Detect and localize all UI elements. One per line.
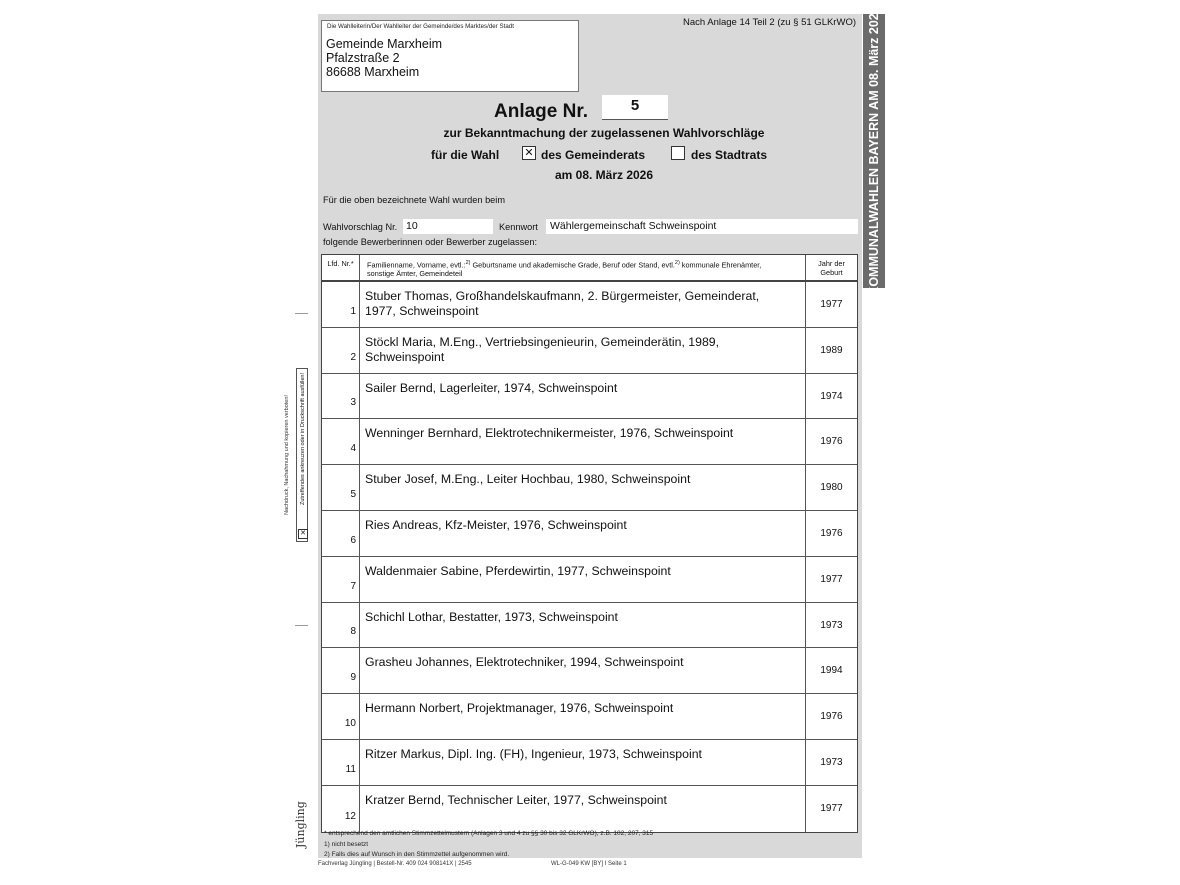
election-date: am 08. März 2026 <box>554 168 654 182</box>
wahlvorschlag-label: Wahlvorschlag Nr. <box>323 222 398 232</box>
lfd-nr-cell <box>322 419 360 464</box>
anlage-title: Anlage Nr. <box>494 101 588 122</box>
header-details: Familienname, Vorname, evtl.:$^{2)}$ Geburtsname und akademische Grade, Beruf oder Stand, evtl.$^{2)}$ kommunale Ehrenämter, sonstige Ämter, Gemeindeteil <box>367 260 762 279</box>
anlage-number-field[interactable]: 5 <box>602 95 668 120</box>
lfd-nr-cell <box>322 511 360 556</box>
instruction-checkbox-example: ✕ <box>298 529 308 539</box>
birth-year: 1977 <box>820 802 843 814</box>
table-row <box>322 511 857 557</box>
candidates-intro: folgende Bewerberinnen oder Bewerber zugelassen: <box>323 237 538 247</box>
fold-mark-top <box>295 313 308 314</box>
birth-year-cell <box>805 603 857 648</box>
candidate-details: Hermann Norbert, Projektmanager, 1976, Schweinspoint <box>365 701 674 716</box>
birth-year: 1976 <box>820 711 843 723</box>
lfd-nr: 7 <box>350 580 356 592</box>
candidate-details: Ries Andreas, Kfz-Meister, 1976, Schweinspoint <box>365 517 627 532</box>
subtitle: zur Bekanntmachung der zugelassenen Wahlvorschläge <box>443 126 765 140</box>
lfd-nr-cell <box>322 740 360 785</box>
wahlvorschlag-field[interactable]: 10 <box>403 219 493 234</box>
footnotes <box>324 829 653 861</box>
lfd-nr: 1 <box>350 305 356 317</box>
election-label: für die Wahl <box>431 148 500 162</box>
birth-year-cell <box>805 328 857 373</box>
candidate-details: Kratzer Bernd, Technischer Leiter, 1977, Schweinspoint <box>365 792 667 807</box>
candidate-details: Ritzer Markus, Dipl. Ing. (FH), Ingenieur, 1973, Schweinspoint <box>365 746 702 761</box>
header-birth-year: Jahr der Geburt <box>805 255 857 280</box>
birth-year: 1973 <box>820 756 843 768</box>
candidate-details: Grasheu Johannes, Elektrotechniker, 1994, Schweinspoint <box>365 655 684 670</box>
birth-year-cell <box>805 282 857 327</box>
lfd-nr: 6 <box>350 534 356 546</box>
copyright-notice: Nachdruck, Nachahmung und kopieren verboten! <box>284 395 290 515</box>
footer-form-code: WL-G-049 KW [BY] I Seite 1 <box>551 861 627 867</box>
table-row <box>322 282 857 328</box>
table-row <box>322 557 857 603</box>
kennwort-field[interactable]: Wählergemeinschaft Schweinspoint <box>546 219 858 234</box>
birth-year-cell <box>805 465 857 510</box>
table-row <box>322 465 857 511</box>
birth-year: 1980 <box>820 482 843 494</box>
birth-year: 1977 <box>820 299 843 310</box>
header-lfd-nr: Lfd. Nr.* <box>322 255 360 280</box>
table-row <box>322 374 857 420</box>
footnote-star: * entsprechend den amtlichen Stimmzettelmustern (Anlagen 3 und 4 zu §§ 30 bis 32 GLKrWO), z.B. 102, 207, 315 <box>324 830 654 837</box>
lfd-nr-cell <box>322 694 360 739</box>
candidate-details: Waldenmaier Sabine, Pferdewirtin, 1977, Schweinspoint <box>365 563 671 578</box>
footer-publisher: Fachverlag Jüngling | Bestell-Nr. 409 024 908141X | 2545 <box>318 861 472 867</box>
fold-mark-bottom <box>295 625 308 626</box>
stadtrat-label: des Stadtrats <box>691 148 768 162</box>
footnote-2: 2) Falls dies auf Wunsch in den Stimmzettel aufgenommen wird. <box>324 851 510 858</box>
candidate-details: Wenninger Bernhard, Elektrotechnikermeister, 1976, Schweinspoint <box>365 426 734 441</box>
instruction-text: Zutreffendes ankreuzen oder in Druckschrift ausfüllen! <box>300 373 306 505</box>
candidates-table <box>321 254 858 833</box>
stadtrat-checkbox[interactable] <box>671 146 685 160</box>
footnote-1: 1) nicht besetzt <box>324 840 369 848</box>
birth-year: 1974 <box>820 390 843 402</box>
candidate-details: Stuber Thomas, Großhandelskaufmann, 2. Bürgermeister, Gemeinderat, 1977, Schweinspoint <box>365 289 760 318</box>
election-banner-text: KOMMUNALWAHLEN BAYERN AM 08. März 2026 <box>867 6 881 296</box>
birth-year: 1976 <box>820 527 843 539</box>
birth-year: 1989 <box>820 344 843 356</box>
birth-year-cell <box>805 419 857 464</box>
table-row <box>322 694 857 740</box>
address-line-3: 86688 Marxheim <box>326 65 420 79</box>
lfd-nr-cell <box>322 374 360 419</box>
birth-year: 1977 <box>820 573 843 585</box>
intro-text: Für die oben bezeichnete Wahl wurden beim <box>323 195 505 205</box>
lfd-nr-cell <box>322 282 360 327</box>
table-row <box>322 786 857 832</box>
legal-reference: Nach Anlage 14 Teil 2 (zu § 51 GLKrWO) <box>682 17 856 28</box>
candidate-details: Stuber Josef, M.Eng., Leiter Hochbau, 1980, Schweinspoint <box>365 472 691 487</box>
lfd-nr-cell <box>322 465 360 510</box>
lfd-nr-cell <box>322 786 360 832</box>
lfd-nr: 10 <box>344 717 356 729</box>
birth-year-cell <box>805 740 857 785</box>
candidate-details: Stöckl Maria, M.Eng., Vertriebsingenieurin, Gemeinderätin, 1989, Schweinspoint <box>365 334 720 364</box>
address-box <box>321 20 579 92</box>
table-row <box>322 328 857 374</box>
gemeinderat-checkbox[interactable]: ✕ <box>522 146 536 160</box>
lfd-nr: 12 <box>344 810 356 822</box>
gemeinderat-label: des Gemeinderats <box>541 148 646 162</box>
birth-year-cell <box>805 694 857 739</box>
candidate-details: Schichl Lothar, Bestatter, 1973, Schweinspoint <box>365 609 618 624</box>
lfd-nr-cell <box>322 648 360 693</box>
address-line-2: Pfalzstraße 2 <box>326 51 400 65</box>
table-row <box>322 740 857 786</box>
election-banner <box>863 6 885 296</box>
address-line-1: Gemeinde Marxheim <box>326 37 443 51</box>
lfd-nr: 3 <box>350 397 356 409</box>
lfd-nr-cell <box>322 603 360 648</box>
instruction-box <box>296 368 308 542</box>
lfd-nr-cell <box>322 328 360 373</box>
table-header <box>322 255 857 282</box>
birth-year-cell <box>805 786 857 832</box>
birth-year: 1994 <box>820 665 843 677</box>
lfd-nr: 5 <box>350 488 356 500</box>
lfd-nr: 8 <box>350 626 356 638</box>
candidate-details: Sailer Bernd, Lagerleiter, 1974, Schweinspoint <box>365 380 618 395</box>
table-row <box>322 603 857 649</box>
lfd-nr: 11 <box>345 763 356 775</box>
kennwort-label: Kennwort <box>499 222 538 232</box>
lfd-nr: 2 <box>350 351 356 363</box>
lfd-nr: 4 <box>350 443 356 455</box>
address-caption: Die Wahlleiterin/Der Wahlleiter der Gemeinde/des Marktes/der Stadt <box>327 23 514 30</box>
publisher-logo: Jüngling <box>294 801 307 848</box>
birth-year: 1976 <box>820 436 843 448</box>
birth-year-cell <box>805 557 857 602</box>
lfd-nr: 9 <box>350 672 356 684</box>
birth-year-cell <box>805 648 857 693</box>
table-row <box>322 648 857 694</box>
table-row <box>322 419 857 465</box>
birth-year-cell <box>805 374 857 419</box>
birth-year: 1973 <box>820 619 843 631</box>
lfd-nr-cell <box>322 557 360 602</box>
birth-year-cell <box>805 511 857 556</box>
